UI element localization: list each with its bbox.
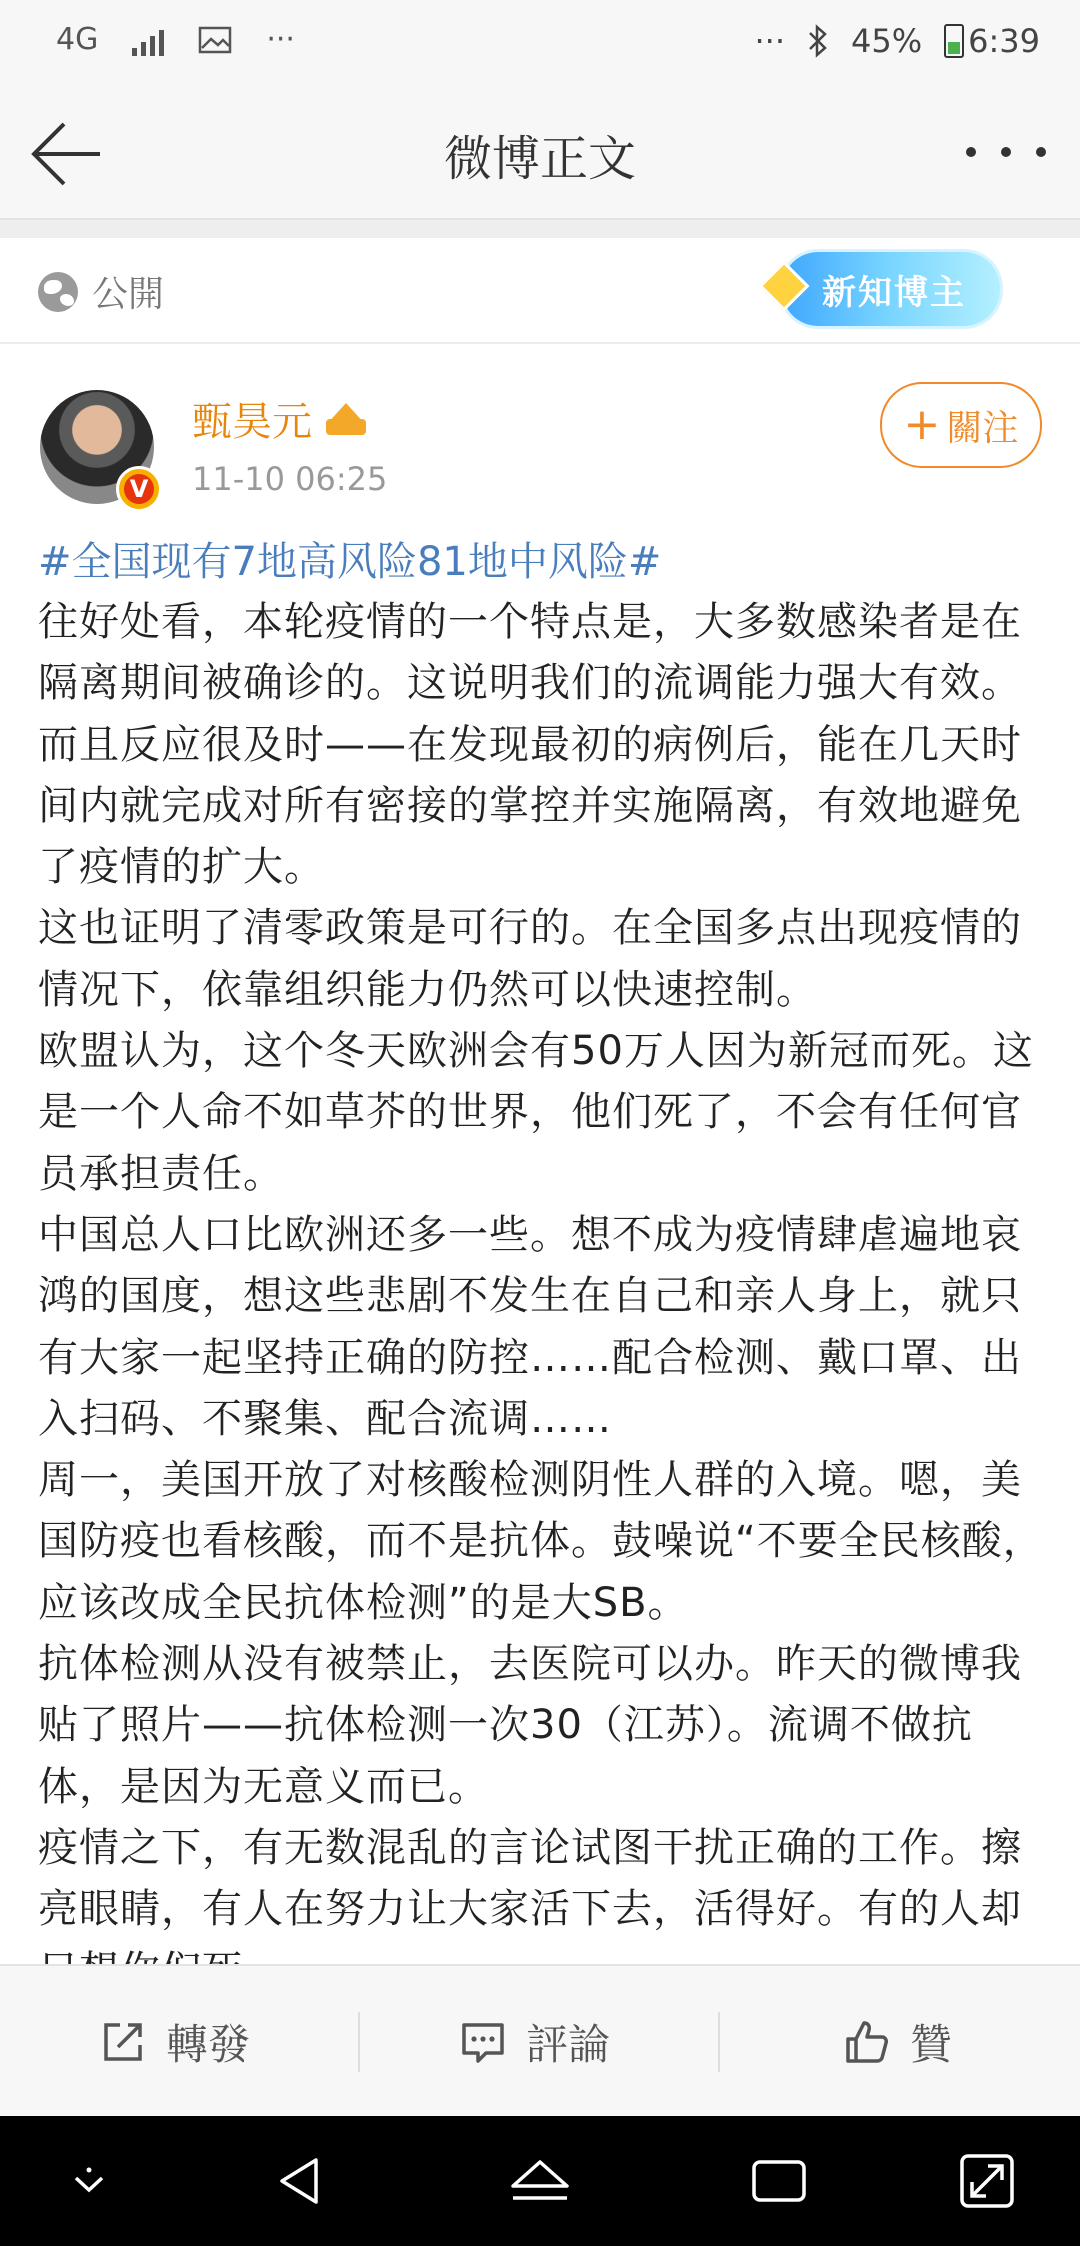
crown-icon xyxy=(326,403,366,435)
badge-label: 新知博主 xyxy=(822,272,966,313)
like-button[interactable] xyxy=(842,1966,952,2118)
like-icon xyxy=(842,2017,892,2067)
post-paragraph: 欧盟认为，这个冬天欧洲会有50万人因为新冠而死。这是一个人命不如草芥的世界，他们死了，不会有任何官员承担责任。 xyxy=(38,1028,1034,1197)
nav-down-icon[interactable] xyxy=(54,2146,124,2216)
page-title: 微博正文 xyxy=(443,131,636,187)
hashtag-link[interactable]: #全国现有7地高风险81地中风险# xyxy=(38,539,662,585)
repost-label: 轉發 xyxy=(166,2020,251,2069)
comment-label: 評論 xyxy=(526,2020,611,2069)
nav-expand-icon[interactable] xyxy=(952,2146,1022,2216)
visibility-indicator xyxy=(38,266,164,317)
top-nav-bar xyxy=(0,90,1080,220)
action-divider xyxy=(358,2012,360,2072)
visibility-label: 公開 xyxy=(92,274,165,315)
author-name-row xyxy=(192,390,366,447)
status-left xyxy=(56,22,295,57)
repost-button[interactable] xyxy=(98,1966,250,2118)
new-knowledge-blogger-badge[interactable] xyxy=(782,252,1000,326)
status-right xyxy=(755,22,1041,60)
post-paragraph: 中国总人口比欧洲还多一些。想不成为疫情肆虐遍地哀鸿的国度，想这些悲剧不发生在自己和亲人身上，就只有大家一起坚持正确的防控……配合检测、戴口罩、出入扫码、不聚集、配合流调…… xyxy=(38,1211,1022,1442)
post-content xyxy=(38,530,1048,1960)
system-nav-bar xyxy=(0,2116,1080,2246)
image-notification-icon xyxy=(198,26,232,54)
more-status: ··· xyxy=(754,22,786,60)
battery-icon xyxy=(944,24,964,58)
comment-button[interactable] xyxy=(458,1966,610,2118)
gem-icon xyxy=(759,261,810,312)
post-paragraph: 抗体检测从没有被禁止，去医院可以办。昨天的微博我贴了照片——抗体检测一次30（江苏）。流调不做抗体，是因为无意义而已。 xyxy=(38,1641,1022,1810)
post-paragraph: 这也证明了清零政策是可行的。在全国多点出现疫情的情况下，依靠组织能力仍然可以快速控制。 xyxy=(38,905,1022,1013)
globe-icon xyxy=(38,272,78,312)
more-notifications: ··· xyxy=(266,22,295,57)
network-indicator: 4G xyxy=(56,22,99,57)
status-bar xyxy=(0,0,1080,90)
clock: 6:39 xyxy=(968,22,1040,60)
post-timestamp: 11-10 06:25 xyxy=(192,460,388,498)
post-paragraph: 疫情之下，有无数混乱的言论试图干扰正确的工作。擦亮眼睛，有人在努力让大家活下去，活得好。有的人却 xyxy=(38,1824,1022,1933)
plus-icon: + xyxy=(903,399,941,450)
post-paragraph: 往好处看，本轮疫情的一个特点是，大多数感染者是在隔离期间被确诊的。这说明我们的流调能力强大有效。而且反应很及时——在发现最初的病例后，能在几天时间内就完成对所有密接的掌控并实施隔离，有效地避免了疫情的扩大。 xyxy=(38,599,1022,891)
repost-icon xyxy=(98,2017,148,2067)
section-divider xyxy=(0,220,1080,238)
signal-icon xyxy=(132,24,164,56)
nav-home-icon[interactable] xyxy=(505,2146,575,2216)
verified-icon: V xyxy=(116,466,162,512)
nav-back-icon[interactable] xyxy=(264,2146,334,2216)
more-icon[interactable] xyxy=(966,122,1046,182)
author-header xyxy=(0,350,1080,520)
nav-recents-icon[interactable] xyxy=(744,2146,814,2216)
battery-percent: 45% xyxy=(851,22,923,60)
author-name[interactable]: 甄昊元 xyxy=(192,399,312,445)
bluetooth-icon xyxy=(807,24,829,58)
post-paragraph: 周一，美国开放了对核酸检测阴性人群的入境。嗯，美国防疫也看核酸，而不是抗体。鼓噪说“不要全民核酸，应该改成全民抗体检测”的是大SB。 xyxy=(38,1457,1044,1626)
visibility-row xyxy=(0,238,1080,344)
like-label: 贊 xyxy=(910,2020,953,2069)
action-divider xyxy=(718,2012,720,2072)
post-action-bar xyxy=(0,1964,1080,2118)
comment-icon xyxy=(458,2017,508,2067)
follow-button[interactable] xyxy=(880,382,1042,468)
follow-label: 關注 xyxy=(946,407,1019,449)
